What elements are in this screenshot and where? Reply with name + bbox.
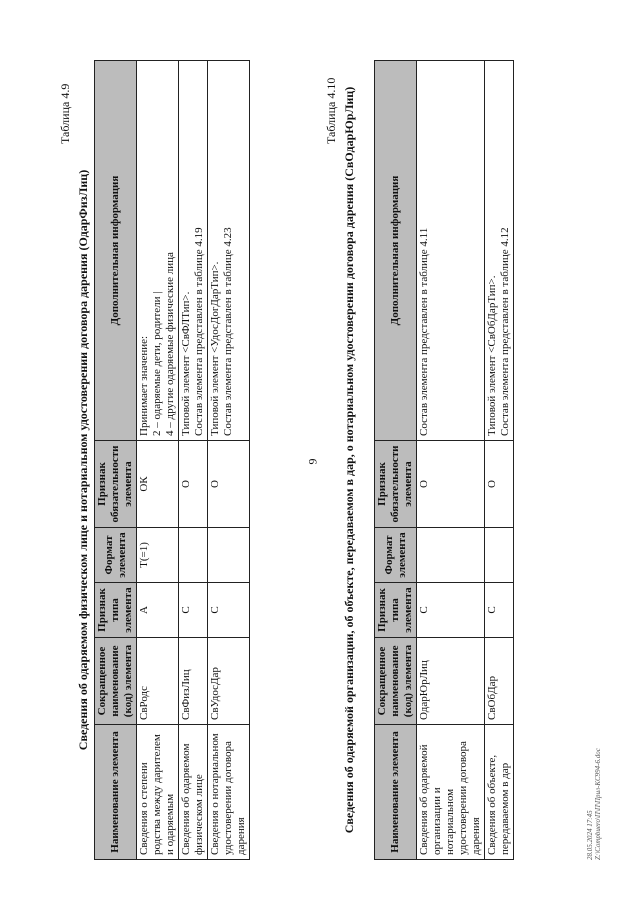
table-4-9 xyxy=(94,60,250,860)
cell-type: С xyxy=(485,583,514,638)
table-header-row xyxy=(95,61,137,860)
header-required: Признак обязательности элемента xyxy=(95,441,137,528)
table-4-10 xyxy=(374,60,514,860)
cell-name: Сведения об одаряемой организации и нотариальном удостоверении договора дарения xyxy=(417,725,485,860)
cell-code: СвОбДар xyxy=(485,638,514,725)
cell-info xyxy=(179,61,208,441)
table-row xyxy=(179,61,208,860)
table-row xyxy=(137,61,179,860)
table-header-row xyxy=(375,61,417,860)
info-line: Принимает значение: xyxy=(138,335,150,436)
footer-file-info xyxy=(586,748,602,860)
cell-type: С xyxy=(179,583,208,638)
table-label-4-9: Таблица 4.9 xyxy=(58,83,72,144)
cell-type: С xyxy=(417,583,485,638)
info-line: Типовой элемент <СвФЛТип>. xyxy=(180,291,192,436)
table-caption-4-9: Сведения об одаряемом физическом лице и нотариальном удостоверении договора дарения (ОдарФизЛиц) xyxy=(76,169,90,751)
info-line: 2 – одаряемые дети, родители | xyxy=(151,291,163,436)
info-line: Типовой элемент <УдосДогДарТип>. xyxy=(209,261,221,436)
header-info: Дополнительная информация xyxy=(95,61,137,441)
cell-required: О xyxy=(485,441,514,528)
header-code: Сокращенное наименование (код) элемента xyxy=(95,638,137,725)
cell-name: Сведения о нотариальном удостоверении договора дарения xyxy=(208,725,250,860)
header-type: Признак типа элемента xyxy=(95,583,137,638)
cell-required: О xyxy=(417,441,485,528)
header-required: Признак обязательности элемента xyxy=(375,441,417,528)
cell-format: Т(=1) xyxy=(137,528,179,583)
cell-format xyxy=(485,528,514,583)
header-name: Наименование элемента xyxy=(95,725,137,860)
header-info: Дополнительная информация xyxy=(375,61,417,441)
page-number: 9 xyxy=(305,458,320,465)
cell-code: ОдарЮрЛиц xyxy=(417,638,485,725)
header-name: Наименование элемента xyxy=(375,725,417,860)
cell-type: А xyxy=(137,583,179,638)
cell-format xyxy=(417,528,485,583)
cell-code: СвФизЛиц xyxy=(179,638,208,725)
cell-format xyxy=(208,528,250,583)
footer-path: Z:\Compbuero\П\П\Прил-KC994-6.doc xyxy=(594,748,602,860)
header-type: Признак типа элемента xyxy=(375,583,417,638)
info-line: Состав элемента представлен в таблице 4.11 xyxy=(418,227,430,436)
cell-code: СвРодс xyxy=(137,638,179,725)
table-caption-4-10: Сведения об одаряемой организации, об объекте, передаваемом в дар, о нотариальном удостоверении договора дарения (СвОдарЮрЛиц) xyxy=(342,86,356,834)
rotated-page-content xyxy=(0,20,640,900)
cell-name: Сведения об одаряемом физическом лице xyxy=(179,725,208,860)
cell-format xyxy=(179,528,208,583)
header-code: Сокращенное наименование (код) элемента xyxy=(375,638,417,725)
cell-info xyxy=(208,61,250,441)
table-label-4-10: Таблица 4.10 xyxy=(324,77,338,144)
info-line: Состав элемента представлен в таблице 4.12 xyxy=(499,227,511,436)
cell-code: СвУдосДар xyxy=(208,638,250,725)
info-line: Состав элемента представлен в таблице 4.23 xyxy=(222,227,234,436)
table-row xyxy=(208,61,250,860)
info-line: Состав элемента представлен в таблице 4.19 xyxy=(193,227,205,436)
cell-type: С xyxy=(208,583,250,638)
cell-required: О xyxy=(208,441,250,528)
footer-date: 28.05.2024 17:45 xyxy=(586,810,594,860)
header-format: Формат элемента xyxy=(375,528,417,583)
cell-required: ОК xyxy=(137,441,179,528)
cell-info xyxy=(137,61,179,441)
header-format: Формат элемента xyxy=(95,528,137,583)
table-row xyxy=(417,61,485,860)
info-line: Типовой элемент <СвОбДарТип>. xyxy=(486,275,498,436)
cell-info xyxy=(485,61,514,441)
table-row xyxy=(485,61,514,860)
cell-name: Сведения об объекте, передаваемом в дар xyxy=(485,725,514,860)
cell-info xyxy=(417,61,485,441)
cell-required: О xyxy=(179,441,208,528)
info-line: 4 – другие одаряемые физические лица xyxy=(164,252,176,436)
cell-name: Сведения о степени родства между дарителем и одаряемым xyxy=(137,725,179,860)
